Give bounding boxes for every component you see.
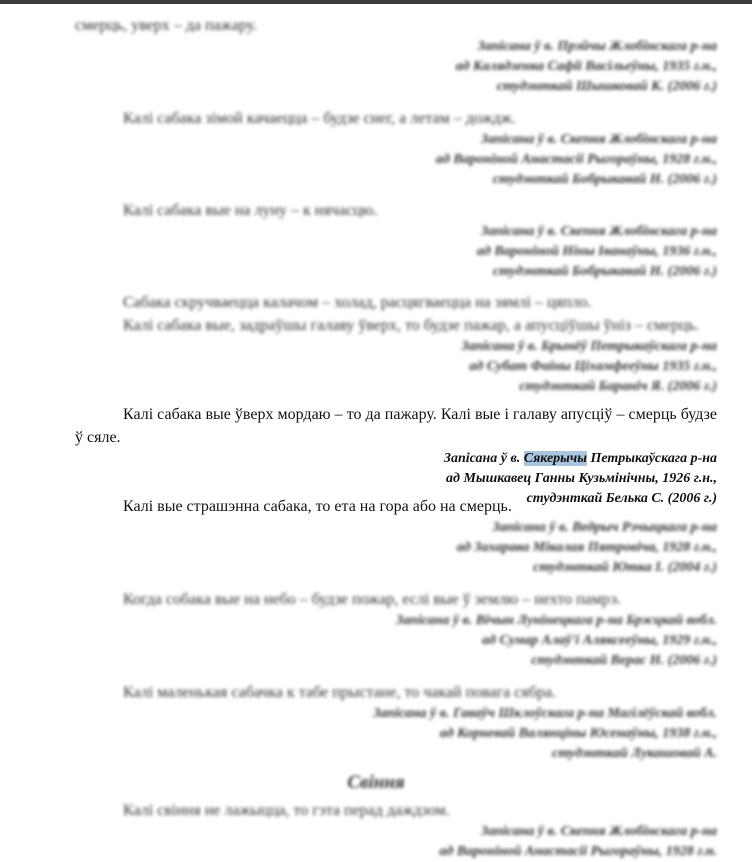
- source-line: студэнткай Лукашовай А.: [552, 746, 717, 761]
- source-line: ад Калядзенка Сафії Васільеўны, 1935 г.н.,: [455, 59, 717, 74]
- source-line: студэнткай Бараніч Я. (2006 г.): [519, 379, 717, 394]
- entry-text: Калі сабака зімой качаецца – будзе снег, а летам – дождж.: [123, 110, 516, 127]
- entry-text: Калі маленькая сабачка к табе прыстане, то чакай повага сябра.: [123, 684, 556, 701]
- entry-text: Калі вые страшэнна сабака, то ета на гора або на смерць.: [123, 498, 512, 515]
- source-line: Запісана ў в. Ведрыч Рэчыцкага р-на: [492, 520, 717, 535]
- source-line: студэнткай Верас Н. (2006 г.): [531, 653, 717, 668]
- entry-text: смерць, уверх – да пажару.: [75, 17, 257, 34]
- source-line: Запісана ў в. Скепня Жлобінскага р-на: [480, 824, 717, 839]
- highlighted-word[interactable]: Сякерычы: [523, 451, 587, 466]
- source-line: Запісана ў в. Вічын Лунінецкага р-на Брэсцкай вобл.: [395, 613, 717, 628]
- entry: [75, 107, 717, 190]
- source-line: Запісана ў в. Скепня Жлобінскага р-на: [480, 132, 717, 147]
- source-line: Запісана ў в. Гаваўч Шклоўскага р-на Магілёўскай вобл.: [373, 706, 717, 721]
- section-title: Свіння: [347, 772, 405, 793]
- source-line: студэнткай Шышковай К. (2006 г.): [496, 79, 717, 94]
- entry-text: Калі сабака вые ўверх мордаю – то да пажару. Калі вые і галаву апусціў – смерць будзе ў сяле.: [75, 406, 717, 446]
- entry-text: Сабака скручваецца калачом – холад, расцягваецца на зямлі – цяпло.: [123, 294, 592, 311]
- source-line: ад Корневай Валянціны Юсенаўны, 1938 г.н.,: [439, 726, 717, 741]
- source-line: Запісана ў в. Прэйчы Жлобінскага р-на: [477, 39, 717, 54]
- entry: [75, 291, 717, 397]
- entry: [75, 799, 717, 862]
- entry-focused: [75, 403, 717, 509]
- source-line: Запісана ў в. Брынёў Петрыкаўскага р-на: [461, 339, 717, 354]
- source-line: Запісана ў в. Скепня Жлобінскага р-на: [480, 224, 717, 239]
- entry: [75, 681, 717, 764]
- entry-text-2: Калі сабака вые, задраўшы галаву ўверх, то будзе пажар, а апусціўшы ўніз – смерць.: [123, 317, 700, 334]
- entry: [75, 495, 717, 578]
- source-line: студэнткай Ютка І. (2004 г.): [533, 560, 717, 575]
- source-line: ад Вароніной Анастасіі Рыгораўны, 1928 г.н.: [439, 844, 717, 859]
- source-line: ад Захарава Мікалая Пятровіча, 1928 г.н.,: [456, 540, 717, 555]
- source-line: ад Мышкавец Ганны Кузьмінічны, 1926 г.н.,: [446, 471, 717, 486]
- source-line: Запісана ў в. Сякерычы Петрыкаўскага р-на: [443, 451, 717, 466]
- source-line: студэнткай Бобрыкавай Н. (2006 г.): [492, 172, 717, 187]
- entry: [75, 588, 717, 671]
- entry: [75, 14, 717, 97]
- entry: [75, 199, 717, 282]
- entry-text: Калі свіння не лажыцца, то гэта перад даждзом.: [123, 802, 450, 819]
- entry-text: Калі сабака вые на луну – к нячасцю.: [123, 202, 378, 219]
- source-line: ад Сумар Алаў'і Аляксееўны, 1929 г.н.,: [482, 633, 717, 648]
- source-line: студэнткай Бобрыкавай Н. (2006 г.): [492, 264, 717, 279]
- entry-text: Когда собака вые на небо – будзе пожар, еслі вые ў землю – нехто памрэ.: [123, 591, 622, 608]
- source-line: ад Субат Фаіны Ціхамфееўны 1935 г.н.,: [469, 359, 717, 374]
- source-line: студэнткай Белька С. (2006 г.): [526, 491, 717, 506]
- source-line: ад Вароніной Ніны Іванаўны, 1936 г.н.,: [476, 244, 717, 259]
- source-line: ад Вароніной Анастасіі Рыгораўны, 1928 г.н.,: [435, 152, 717, 167]
